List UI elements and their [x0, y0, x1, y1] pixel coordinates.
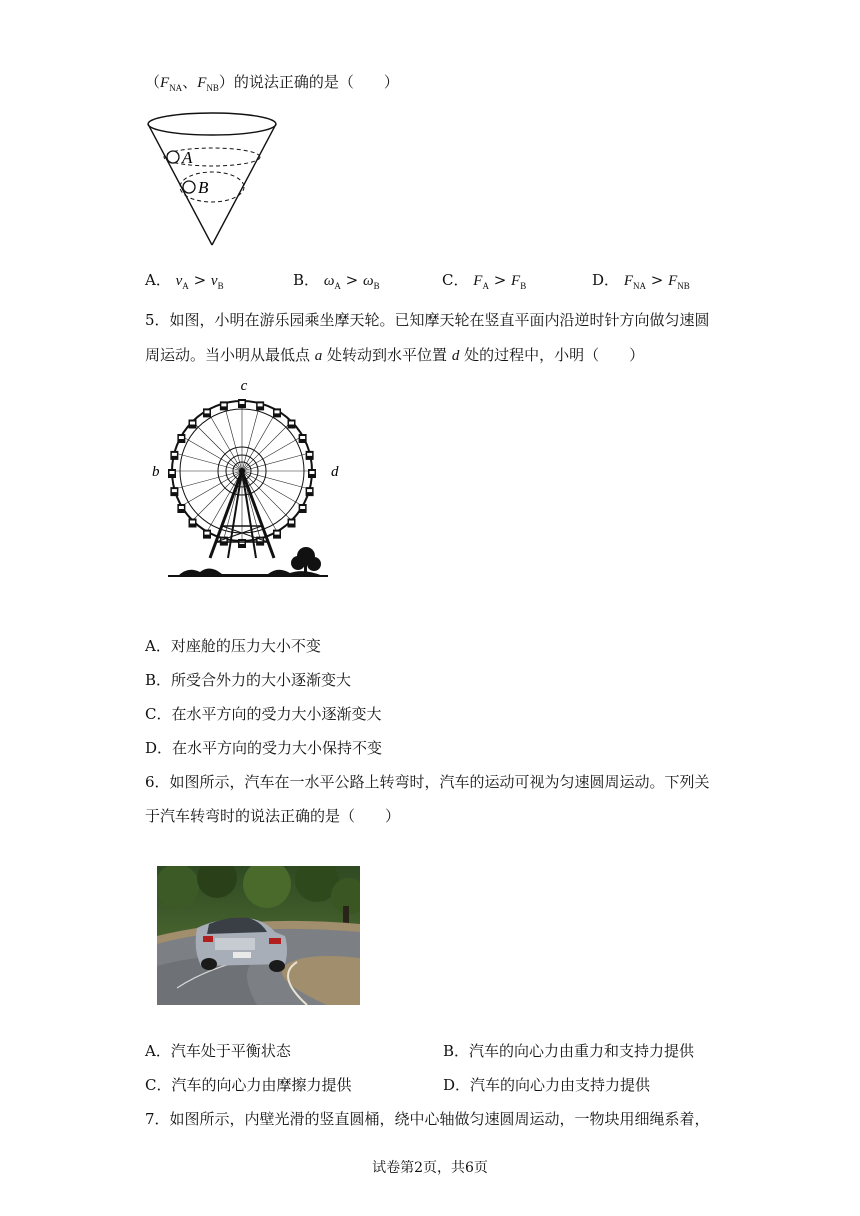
- wheel-cabin-window: [300, 506, 305, 509]
- wheel-cabin-window: [190, 520, 195, 523]
- wheel-cabin-window: [179, 506, 184, 509]
- q6-option-c[interactable]: C．汽车的向心力由摩擦力提供: [145, 1076, 352, 1094]
- q6-option-b[interactable]: B．汽车的向心力由重力和支持力提供: [443, 1042, 695, 1060]
- ball-b: [183, 181, 195, 193]
- wheel-cabin-window: [205, 532, 210, 535]
- wheel-spoke: [242, 436, 303, 471]
- wheel-spoke: [242, 471, 310, 489]
- wheel-spoke: [181, 471, 242, 506]
- wheel-cabin-window: [172, 453, 177, 456]
- wheel-cabin-window: [275, 410, 280, 413]
- wheel-spoke: [242, 403, 260, 471]
- q4-option-a[interactable]: A． $v_A > v_B$: [145, 271, 224, 291]
- q6-option-a[interactable]: A．汽车处于平衡状态: [145, 1042, 291, 1060]
- q5-option-c[interactable]: C．在水平方向的受力大小逐渐变大: [145, 705, 382, 723]
- force-fna: $F_{NA}$: [160, 75, 183, 93]
- page-footer: 试卷第2页，共6页: [372, 1160, 488, 1176]
- q6-line-1: 6．如图所示，汽车在一水平公路上转弯时，汽车的运动可视为匀速圆周运动。下列关: [145, 773, 710, 791]
- ball-a: [167, 151, 179, 163]
- q5-line-2: 周运动。当小明从最低点 a 处转动到水平位置 d 处的过程中，小明（ ）: [145, 346, 645, 364]
- q5-option-a[interactable]: A．对座舱的压力大小不变: [145, 637, 321, 655]
- wheel-cabin-window: [289, 422, 294, 425]
- q4-option-b[interactable]: B． $\omega_A > \omega_B$: [293, 271, 380, 291]
- label-a: a: [240, 561, 248, 577]
- wheel-spoke: [207, 410, 242, 471]
- wheel-cabin-window: [179, 436, 184, 439]
- wheel-spoke: [174, 453, 242, 471]
- q5-option-d[interactable]: D．在水平方向的受力大小保持不变: [145, 739, 383, 757]
- wheel-spoke: [174, 471, 242, 489]
- q5-line-1: 5．如图，小明在游乐园乘坐摩天轮。已知摩天轮在竖直平面内沿逆时针方向做匀速圆: [145, 311, 710, 329]
- wheel-spoke: [242, 453, 310, 471]
- q4-option-c[interactable]: C． $F_A > F_B$: [442, 271, 527, 291]
- wheel-cabin-window: [205, 410, 210, 413]
- wheel-spoke: [242, 410, 277, 471]
- force-fnb: $F_{NB}$: [197, 75, 219, 93]
- wheel-spoke: [224, 403, 242, 471]
- q5-option-b[interactable]: B．所受合外力的大小逐渐变大: [145, 671, 352, 689]
- q6-line-2: 于汽车转弯时的说法正确的是（ ）: [145, 807, 401, 825]
- ferris-wheel-figure: [148, 378, 348, 578]
- wheel-cabin-window: [289, 520, 294, 523]
- q6-option-d[interactable]: D．汽车的向心力由支持力提供: [443, 1076, 651, 1094]
- wheel-cabin-window: [307, 489, 312, 492]
- wheel-spoke: [242, 422, 291, 471]
- wheel-cabin-window: [190, 422, 195, 425]
- wheel-cabin-window: [240, 401, 245, 404]
- wheel-cabin-window: [310, 471, 315, 474]
- wheel-cabin-window: [275, 532, 280, 535]
- wheel-cabin-window: [258, 403, 263, 406]
- wheel-cabin-window: [172, 489, 177, 492]
- q4-option-d[interactable]: D． $F_{NA} > F_{NB}$: [592, 271, 690, 291]
- label-a: A: [182, 148, 193, 167]
- wheel-spoke: [242, 471, 303, 506]
- wheel-spoke: [181, 436, 242, 471]
- wheel-spoke: [193, 422, 242, 471]
- wheel-cabin-window: [170, 471, 175, 474]
- q4-stem: （$F_{NA}$、$F_{NB}$）的说法正确的是（ ）: [145, 73, 399, 93]
- label-b: b: [152, 464, 160, 480]
- car-turning-photo: [157, 866, 360, 1005]
- label-b: B: [198, 178, 209, 197]
- q7-line-1: 7．如图所示，内壁光滑的竖直圆桶，绕中心轴做匀速圆周运动，一物块用细绳系着，: [145, 1110, 710, 1128]
- wheel-cabin-window: [307, 453, 312, 456]
- label-d: d: [331, 464, 339, 480]
- cone-figure: [145, 105, 285, 250]
- wheel-cabin-window: [300, 436, 305, 439]
- wheel-cabin-window: [221, 403, 226, 406]
- label-c: c: [240, 378, 248, 394]
